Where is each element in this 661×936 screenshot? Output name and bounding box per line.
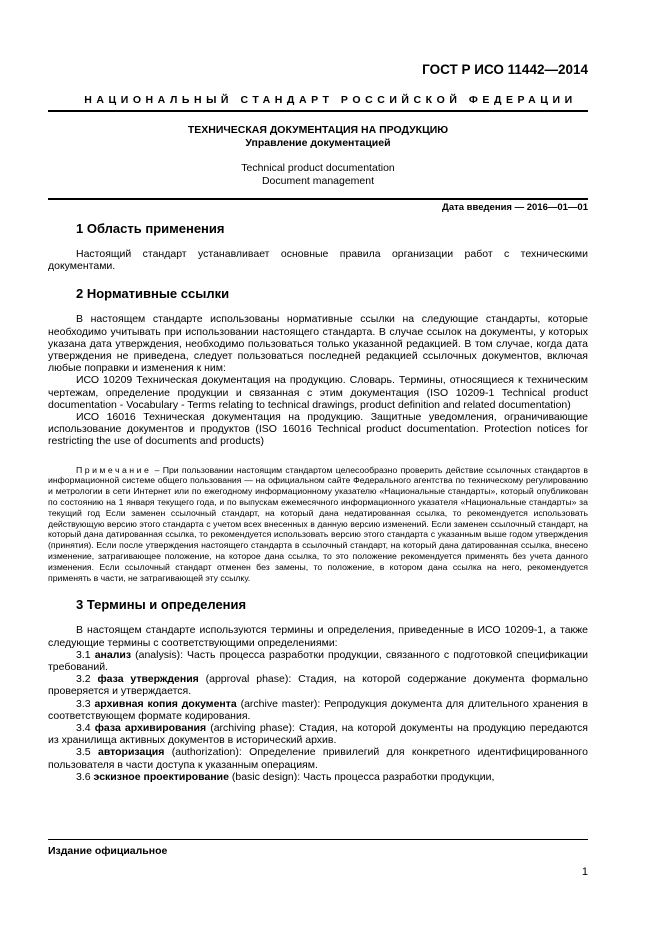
section2-paragraph-1: В настоящем стандарте использованы нормативные ссылки на следующие стандарты, которые необходимо учитывать при использовании настоящего стандарта. В случае ссылок на документы, у которых указана дата утверждения, необходимо пользоваться только указанной редакцией. В том случае, когда дата утверждения не приведена, следует пользоваться последней редакцией ссылочных документов, включая любые поправки и изменения к ним: xyxy=(48,313,588,375)
title-en-line2: Document management xyxy=(261,175,375,187)
document-title xyxy=(48,124,588,188)
term-item: 3.2 фаза утверждения (approval phase): Стадия, на которой содержание документа формально проверяется и утверждается. xyxy=(48,673,588,698)
section2-paragraph-2: ИСО 10209 Техническая документация на продукцию. Словарь. Термины, относящиеся к техническим чертежам, определение продукции и связанная с этим документация (ISO 10209-1 Technical product documentation - Vocabulary - Terms relating to technical drawings, product definition and related documentation) xyxy=(48,374,588,411)
section1-paragraph: Настоящий стандарт устанавливает основные правила организации работ с техническими документами. xyxy=(48,248,588,273)
term-name: фаза архивирования xyxy=(94,722,207,735)
introduction-date: Дата введения — 2016—01—01 xyxy=(442,202,588,213)
section3-heading: 3 Термины и определения xyxy=(76,597,247,613)
term-item: 3.1 анализ (analysis): Часть процесса разработки продукции, связанного с подготовкой спецификации требований. xyxy=(48,648,588,674)
title-en-line1: Technical product documentation xyxy=(241,162,395,174)
document-body xyxy=(48,214,588,783)
title-ru-line2: Управление документацией xyxy=(245,137,391,149)
national-standard-banner: НАЦИОНАЛЬНЫЙ СТАНДАРТ РОССИЙСКОЙ ФЕДЕРАЦИИ xyxy=(84,94,577,106)
note-label: Примечание xyxy=(76,464,152,475)
footer-rule xyxy=(48,839,588,840)
section2-paragraph-3: ИСО 16016 Техническая документация на продукцию. Защитные уведомления, ограничивающие использование документов и продуктов (ISO 16016 Technical product documentation. Protection notices for restricting the use of documents and products) xyxy=(48,411,588,448)
note-text: – При пользовании настоящим стандартом целесообразно проверить действие ссылочных стандартов в информационной системе общего пользования — на официальном сайте Федерального агентства по техническому регулированию и метрологии в сети Интернет или по ежегодному информационному указателю «Национальные стандарты», который опубликован по состоянию на 1 января текущего года, и по выпускам ежемесячного информационного указателя «Национальные стандарты» за текущий год Если заменен ссылочный стандарт, на который дана недатированная ссылка, то рекомендуется использовать действующую версию этого стандарта с учетом всех внесенных в данную версию изменений. Если заменен ссылочный стандарт, на который дана датированная ссылка, то рекомендуется использовать версию этого стандарта с указанным выше годом утверждения (принятия). Если после утверждения настоящего стандарта в ссылочный стандарт, на который дана датированная ссылка, внесено изменение, затрагивающее положение, на которое дана ссылка, то это положение рекомендуется применять без учета данного изменения. Если ссылочный стандарт отменен без замены, то положение, в котором дана ссылка на него, рекомендуется применять в части, не затрагивающей эту ссылку. xyxy=(48,464,588,583)
term-name: архивная копия документа xyxy=(94,697,237,710)
section1-heading: 1 Область применения xyxy=(76,221,225,236)
official-edition-label: Издание официальное xyxy=(48,845,168,857)
section2-note xyxy=(48,465,588,584)
term-item: 3.5 авторизация (authorization): Определение привилегий для конкретного идентифицированного пользователя в части доступа к указанным операциям. xyxy=(48,746,588,771)
term-item: 3.4 фаза архивирования (archiving phase): Стадия, на которой документы на продукцию передаются из хранилища активных документов в исторический архив. xyxy=(48,722,588,747)
title-ru-line1: ТЕХНИЧЕСКАЯ ДОКУМЕНТАЦИЯ НА ПРОДУКЦИЮ xyxy=(187,124,449,136)
title-en xyxy=(48,162,588,188)
header-rule xyxy=(48,110,588,112)
title-rule xyxy=(48,198,588,200)
term-name: эскизное проектирование xyxy=(93,770,229,783)
term-name: авторизация xyxy=(97,746,165,759)
standard-number: ГОСТ Р ИСО 11442—2014 xyxy=(422,62,588,77)
term-item: 3.3 архивная копия документа (archive master): Репродукция документа для длительного хранения в соответствующем формате кодирования. xyxy=(48,697,588,722)
term-item: 3.6 эскизное проектирование (basic design): Часть процесса разработки продукции, xyxy=(76,770,495,783)
section2-heading: 2 Нормативные ссылки xyxy=(76,286,230,302)
section3-intro: В настоящем стандарте используются термины и определения, приведенные в ИСО 10209-1, а также следующие термины с соответствующими определениями: xyxy=(48,624,588,649)
term-name: анализ xyxy=(94,648,132,661)
page-number: 1 xyxy=(581,866,588,878)
term-name: фаза утверждения xyxy=(97,673,199,686)
